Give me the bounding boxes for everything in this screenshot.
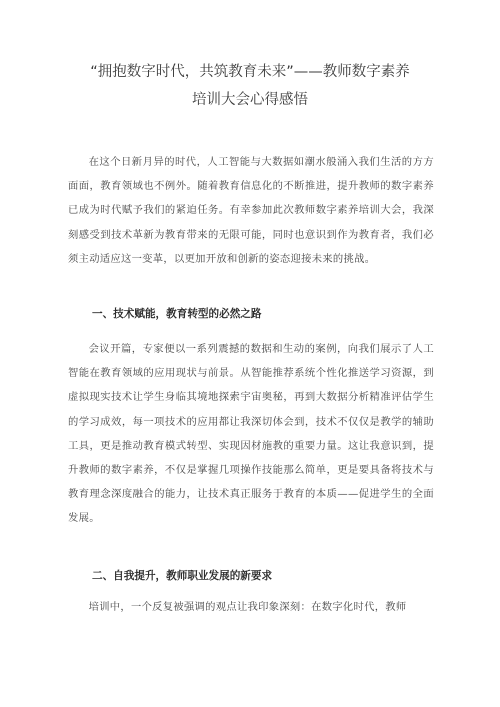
document-title-line-2: 培训大会心得感悟 <box>192 92 308 108</box>
intro-paragraph: 在这个日新月异的时代，人工智能与大数据如潮水般涌入我们生活的方方面面，教育领域也不例外。随着教育信息化的不断推进，提升教师的数字素养已成为时代赋予我们的紧迫任务。有幸参加此次教师数字素养培训大会，我深刻感受到技术革新为教育带来的无限可能，同时也意识到作为教育者，我们必须主动适应这一变革，以更加开放和创新的姿态迎接未来的挑战。 <box>68 156 434 265</box>
section-2-paragraph: 培训中，一个反复被强调的观点让我印象深刻：在数字化时代，教师 <box>88 601 407 613</box>
section-heading-2: 二、自我提升，教师职业发展的新要求 <box>92 570 273 582</box>
section-1-paragraph: 会议开篇，专家便以一系列震撼的数据和生动的案例，向我们展示了人工智能在教育领域的应用现状与前景。从智能推荐系统个性化推送学习资源，到虚拟现实技术让学生身临其境地探索宇宙奥秘，再到大数据分析精准评估学生的学习成效，每一项技术的应用都让我深切体会到，技术不仅仅是教学的辅助工具，更是推动教育模式转型、实现因材施教的重要力量。这让我意识到，提升教师的数字素养，不仅是掌握几项操作技能那么简单，更是要具备将技术与教育理念深度融合的能力，让技术真正服务于教育的本质——促进学生的全面发展。 <box>68 343 434 525</box>
document-title-line-1: “拥抱数字时代，共筑教育未来”——教师数字素养 <box>90 64 410 80</box>
section-heading-1: 一、技术赋能，教育转型的必然之路 <box>92 308 262 320</box>
